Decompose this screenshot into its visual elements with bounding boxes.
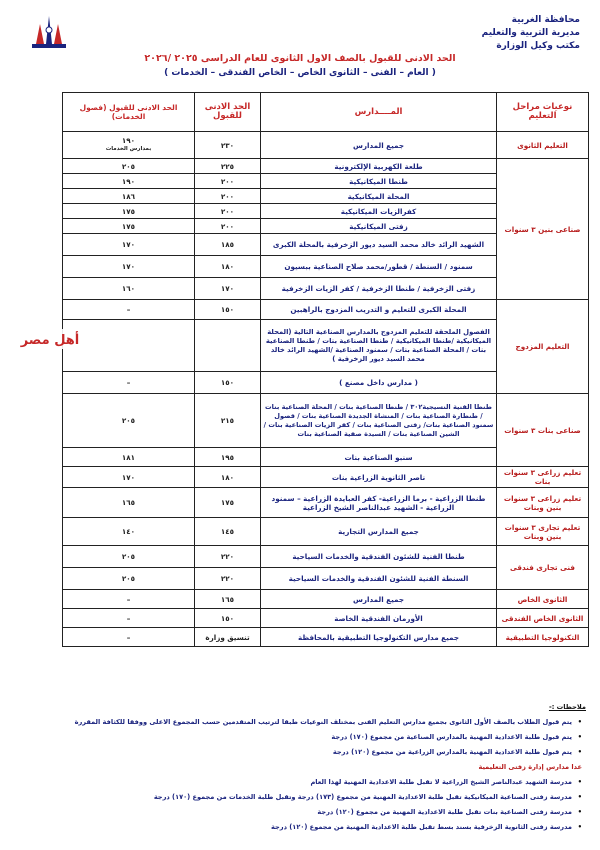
title-sub: ( العام – الفنى – الثانوى الخاص – الخاص الفندقى – الخدمات ) xyxy=(164,68,436,78)
services-cell: ١٧٠ xyxy=(63,256,195,278)
school-cell: طنطا الزراعية - برما الزراعية- كفر العبايدة الزراعية – سمنود الزراعية - الشهيد عبدالناصر الشيخ الزراعية xyxy=(261,488,497,518)
services-cell: ١٤٠ xyxy=(63,518,195,546)
min-cell: ٢٠٠ xyxy=(195,174,261,189)
note-item: • مدرسة زفتى الصناعية بنات تقبل طلبة الاعدادية المهنية من مجموع (١٢٠) درجة xyxy=(6,805,586,820)
min-cell: ١٧٥ xyxy=(195,488,261,518)
min-cell: ٢١٥ xyxy=(195,394,261,448)
school-cell: كفرالزيات الميكانيكية xyxy=(261,204,497,219)
school-cell: الشهيد الرائد خالد محمد السيد ديور الزخرفية بالمحلة الكبرى xyxy=(261,234,497,256)
services-cell: – xyxy=(63,609,195,628)
header-min: الحد الادنى للقبول xyxy=(195,93,261,132)
stage-cell: الثانوى الخاص xyxy=(497,590,589,609)
services-cell: – xyxy=(63,590,195,609)
stage-cell: التكنولوجيا التطبيقية xyxy=(497,628,589,647)
school-cell: زفتى الميكانيكية xyxy=(261,219,497,234)
note-item: • يتم قبول الطلاب بالصف الأول الثانوى بجميع مدارس التعليم الفنى بمختلف النوعيات طبقا لترتيب المتقدمين حسب المجموع الاعلى ووفقا للكثافة المقررة xyxy=(6,715,586,730)
min-cell: ١٨٠ xyxy=(195,467,261,488)
services-cell: ١٧٠ xyxy=(63,467,195,488)
min-cell: ١٨٥ xyxy=(195,234,261,256)
min-cell: تنسيق وزارة xyxy=(195,628,261,647)
title-main: الحد الادنى للقبول بالصف الاول الثانوى للعام الدراسى ٢٠٢٥ /٢٠٢٦ xyxy=(144,53,456,64)
notes-section xyxy=(6,700,586,835)
min-cell: ٢٢٥ xyxy=(195,159,261,174)
min-cell: ١٧٠ xyxy=(195,278,261,300)
ministry-logo-icon xyxy=(26,10,72,54)
table-row xyxy=(63,546,589,568)
school-cell: المحلة الميكانيكية xyxy=(261,189,497,204)
admission-table xyxy=(62,92,589,647)
table-row xyxy=(63,159,589,174)
table-row xyxy=(63,467,589,488)
services-cell: ١٨٦ xyxy=(63,189,195,204)
stage-cell: صناعى بنين ٣ سنوات xyxy=(497,159,589,300)
table-row xyxy=(63,394,589,448)
table-row xyxy=(63,609,589,628)
header-services: الحد الادنى للقبول (فصول الخدمات) xyxy=(63,93,195,132)
school-cell: جميع مدارس التكنولوجيا التطبيقية بالمحافظة xyxy=(261,628,497,647)
school-cell: زفتى الزخرفية / طنطا الزخرفية / كفر الزيات الزخرفية xyxy=(261,278,497,300)
table-row xyxy=(63,132,589,159)
school-cell: طنطا الفنية للشئون الفندقية والخدمات السياحية xyxy=(261,546,497,568)
services-cell: ١٧٥ xyxy=(63,204,195,219)
min-cell: ٢٠٠ xyxy=(195,219,261,234)
stage-cell: تعليم زراعى ٣ سنوات بنين وبنات xyxy=(497,488,589,518)
stage-cell: الثانوى الخاص الفندقى xyxy=(497,609,589,628)
governorate-name: محافظة الغربية xyxy=(511,15,580,25)
notes-subheading: عدا مدارس إدارة زفتى التعليمية xyxy=(478,763,582,771)
office-name: مكتب وكيل الوزارة xyxy=(496,41,580,51)
table-row xyxy=(63,628,589,647)
min-cell: ٢٢٠ xyxy=(195,546,261,568)
min-cell: ١٤٥ xyxy=(195,518,261,546)
min-cell: ١٦٥ xyxy=(195,590,261,609)
school-cell: جميع المدارس xyxy=(261,590,497,609)
header-stage: نوعيات مراحل التعليم xyxy=(497,93,589,132)
school-cell: الأورمان الفندقية الخاصة xyxy=(261,609,497,628)
services-cell: ٢٠٥ xyxy=(63,568,195,590)
school-cell: ( مدارس داخل مصنع ) xyxy=(261,372,497,394)
directorate-name: مديرية التربية والتعليم xyxy=(481,28,580,38)
services-cell: ١٧٠ xyxy=(63,234,195,256)
note-item: • مدرسة زفتى الصناعية الميكانيكية تقبل طلبة الاعدادية المهنية من مجموع (١٧٣) درجة وتقبل طلبة الخدمات من مجموع (١٧٠) درجة xyxy=(6,790,586,805)
school-cell: جميع المدارس التجارية xyxy=(261,518,497,546)
stage-cell: فنى تجارى فندقى xyxy=(497,546,589,590)
services-cell: ١٦٥ xyxy=(63,488,195,518)
services-cell xyxy=(63,132,195,159)
school-cell: طنطا الميكانيكية xyxy=(261,174,497,189)
min-cell: ١٨٠ xyxy=(195,256,261,278)
min-cell: ٢٣٠ xyxy=(195,132,261,159)
page-title xyxy=(0,52,600,80)
stage-cell: التعليم الثانوى xyxy=(497,132,589,159)
min-cell xyxy=(195,320,261,372)
school-cell: جميع المدارس xyxy=(261,132,497,159)
school-cell: السنطة الفنية للشئون الفندقية والخدمات السياحية xyxy=(261,568,497,590)
stage-cell: التعليم المزدوج xyxy=(497,300,589,394)
services-cell: ١٩٠ xyxy=(63,174,195,189)
min-cell: ٢٠٠ xyxy=(195,204,261,219)
services-cell xyxy=(63,320,195,372)
notes-heading: ملاحظات :- xyxy=(548,703,586,711)
table-row xyxy=(63,590,589,609)
services-cell: – xyxy=(63,628,195,647)
table-row xyxy=(63,300,589,320)
services-cell: ١٦٠ xyxy=(63,278,195,300)
letterhead xyxy=(482,14,580,53)
min-cell: ١٩٥ xyxy=(195,448,261,467)
services-cell: – xyxy=(63,300,195,320)
note-item: • يتم قبول طلبة الاعدادية المهنية بالمدارس الزراعية من مجموع (١٢٠) درجة xyxy=(6,745,586,760)
services-cell: ٢٠٥ xyxy=(63,159,195,174)
stage-cell: صناعى بنات ٣ سنوات xyxy=(497,394,589,467)
header-schools: المــــدارس xyxy=(261,93,497,132)
min-cell: ٢٢٠ xyxy=(195,568,261,590)
min-cell: ١٥٠ xyxy=(195,372,261,394)
watermark-text: أهل مصر xyxy=(20,333,80,348)
services-cell: ٢٠٥ xyxy=(63,546,195,568)
school-cell: المحلة الكبرى للتعليم و التدريب المزدوج بالراهبين xyxy=(261,300,497,320)
school-cell: سنبو الصناعية بنات xyxy=(261,448,497,467)
services-value: ١٩٠ xyxy=(121,136,136,145)
min-cell: ٢٠٠ xyxy=(195,189,261,204)
note-item: • يتم قبول طلبة الاعدادية المهنية بالمدارس الصناعية من مجموع (١٧٠) درجة xyxy=(6,730,586,745)
min-cell: ١٥٠ xyxy=(195,609,261,628)
school-cell: الفصول الملحقة للتعليم المزدوج بالمدارس الصناعية التالية (المحلة الميكانيكية /طنطا الميكانيكية / طنطا الصناعية بنات / طنطا الصناعية بنات / المحلة الصناعية بنات / سمنود الصناعية /الشهيد الرائد خالد محمد السيد ديور الزخرفية ) xyxy=(261,320,497,372)
watermark-logo xyxy=(18,327,82,351)
school-cell: طنطا الفنية النسيجية٣٠٢ / طنطا الصناعية بنات / المحلة الصناعية بنات / طنطارة الصناعية بنات / المنشاة الجديدة الصناعية بنات / قصول سمنود الصناعية بنات/ زفتى الصناعية بنات / كفر الزيات الصناعية بنات / الشين الصناعية بنات / السيدة صفية الصناعية بنات xyxy=(261,394,497,448)
table-row xyxy=(63,518,589,546)
services-cell: – xyxy=(63,372,195,394)
school-cell: ناصر الثانوية الزراعية بنات xyxy=(261,467,497,488)
school-cell: طلعة الكهربية الإلكترونية xyxy=(261,159,497,174)
services-cell: ٢٠٥ xyxy=(63,394,195,448)
school-cell: سمنود / السنطة / قطور/محمد صلاح الصناعية ببسيون xyxy=(261,256,497,278)
min-cell: ١٥٠ xyxy=(195,300,261,320)
table-row xyxy=(63,488,589,518)
services-note: بمدارس الخدمات xyxy=(105,146,152,152)
note-item: • مدرسة الشهيد عبدالناصر الشيخ الزراعية لا تقبل طلبة الاعدادية المهنية لهذا العام xyxy=(6,775,586,790)
services-cell: ١٨١ xyxy=(63,448,195,467)
services-cell: ١٧٥ xyxy=(63,219,195,234)
table-header-row xyxy=(63,93,589,132)
stage-cell: تعليم تجارى ٣ سنوات بنين وبنات xyxy=(497,518,589,546)
note-item: • مدرسة زفتى الثانوية الزخرفية بسند بسط تقبل طلبة الاعدادية المهنية من مجموع (١٢٠) درجة xyxy=(6,820,586,835)
stage-cell: تعليم زراعى ٣ سنوات بنات xyxy=(497,467,589,488)
